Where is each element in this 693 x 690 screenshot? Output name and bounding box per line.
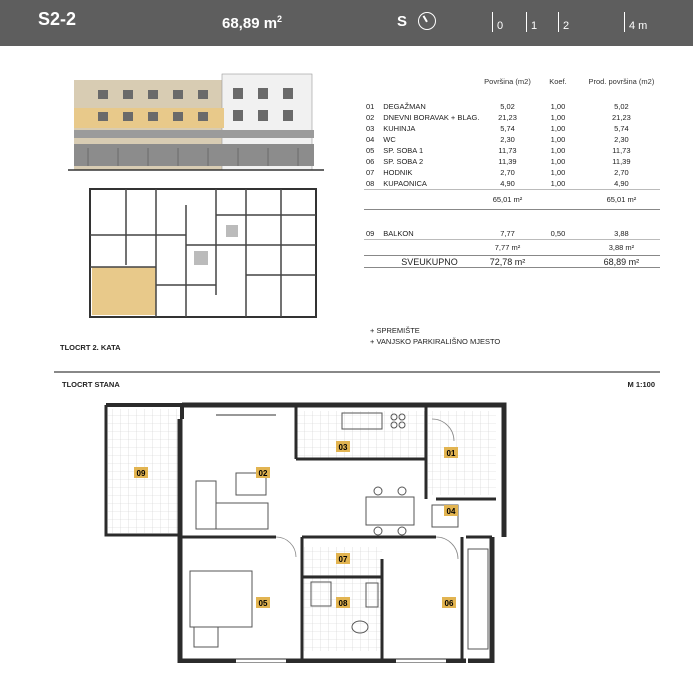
room-name: DEGAŽMAN xyxy=(383,102,426,111)
col-prod-header: Prod. površina (m2) xyxy=(588,77,655,86)
scale-mark-0: 0 xyxy=(492,12,503,32)
table-row xyxy=(364,156,660,167)
table-row xyxy=(364,145,660,156)
total-area: 72,78 m² xyxy=(482,256,533,268)
header-bar xyxy=(0,0,693,46)
scale-label: M 1:100 xyxy=(627,380,655,389)
room-area: 2,70 xyxy=(500,168,515,177)
table-row xyxy=(364,101,660,112)
room-prod: 3,88 xyxy=(583,228,660,240)
room-name: HODNIK xyxy=(383,168,413,177)
room-prod: 5,02 xyxy=(614,102,629,111)
room-koef: 1,00 xyxy=(550,102,566,111)
subtotal-row xyxy=(364,190,660,210)
room-name: KUPAONICA xyxy=(381,178,482,190)
room-prod: 4,90 xyxy=(583,178,660,190)
room-tag-05: 05 xyxy=(258,599,268,608)
compass-icon xyxy=(418,12,436,30)
apartment-area xyxy=(222,14,282,32)
room-tag-01: 01 xyxy=(446,449,456,458)
room-no: 08 xyxy=(364,178,381,190)
apartment-code: S2-2 xyxy=(38,9,77,29)
room-no: 07 xyxy=(366,168,375,177)
table-row xyxy=(364,178,660,190)
room-area: 5,02 xyxy=(500,102,515,111)
table-row xyxy=(364,167,660,178)
room-tag-04: 04 xyxy=(446,507,456,516)
room-koef: 1,00 xyxy=(533,178,583,190)
room-prod: 2,30 xyxy=(614,135,629,144)
room-no: 05 xyxy=(366,146,375,155)
balcony-row xyxy=(364,228,660,240)
orientation-label: S xyxy=(397,13,408,30)
room-area: 7,77 xyxy=(482,228,533,240)
room-koef: 0,50 xyxy=(533,228,583,240)
room-no: 03 xyxy=(366,124,375,133)
room-name: SP. SOBA 2 xyxy=(383,157,424,166)
balcony-sum-row xyxy=(364,240,660,256)
room-name: WC xyxy=(383,135,396,144)
room-area: 2,30 xyxy=(500,135,515,144)
room-name: DNEVNI BORAVAK + BLAG. xyxy=(383,113,480,122)
room-name: KUHINJA xyxy=(383,124,416,133)
room-koef: 1,00 xyxy=(550,113,566,122)
room-no: 04 xyxy=(366,135,375,144)
room-area: 5,74 xyxy=(500,124,515,133)
balcony-sum-area: 7,77 m² xyxy=(482,240,533,256)
subtotal-prod: 65,01 m² xyxy=(583,190,660,210)
table-row xyxy=(364,134,660,145)
table-row xyxy=(364,112,660,123)
room-no: 01 xyxy=(366,102,375,111)
legend-item: + SPREMIŠTE xyxy=(370,326,420,335)
room-koef: 1,00 xyxy=(550,146,566,155)
room-no: 06 xyxy=(366,157,375,166)
apartment-floor-plan xyxy=(96,399,508,663)
room-koef: 1,00 xyxy=(550,135,566,144)
room-tag-07: 07 xyxy=(338,555,348,564)
room-tag-06: 06 xyxy=(444,599,454,608)
room-name: SP. SOBA 1 xyxy=(383,146,424,155)
room-prod: 11,39 xyxy=(612,157,631,166)
area-value: 68,89 m xyxy=(222,15,278,32)
col-koef-header: Koef. xyxy=(549,77,567,86)
room-no: 02 xyxy=(366,113,375,122)
room-koef: 1,00 xyxy=(550,124,566,133)
room-prod: 2,70 xyxy=(614,168,629,177)
total-prod: 68,89 m² xyxy=(583,256,660,268)
area-table xyxy=(364,76,660,268)
total-row xyxy=(364,256,660,268)
floor-plan-thumbnail xyxy=(86,185,322,321)
room-tag-09: 09 xyxy=(136,469,146,478)
room-no: 09 xyxy=(364,228,381,240)
floor-caption: TLOCRT 2. KATA xyxy=(60,343,121,352)
room-tag-02: 02 xyxy=(258,469,268,478)
room-area: 11,39 xyxy=(498,157,517,166)
subtotal-area: 65,01 m² xyxy=(482,190,533,210)
scale-mark-2: 2 xyxy=(558,12,569,32)
area-unit-sup: 2 xyxy=(277,14,283,24)
room-prod: 5,74 xyxy=(614,124,629,133)
room-area: 4,90 xyxy=(482,178,533,190)
section-divider xyxy=(54,371,660,373)
room-prod: 21,23 xyxy=(612,113,631,122)
scale-mark-4: 4 m xyxy=(624,12,647,32)
balcony-sum-prod: 3,88 m² xyxy=(583,240,660,256)
col-area-header: Površina (m2) xyxy=(484,77,531,86)
scale-mark-1: 1 xyxy=(526,12,537,32)
room-tag-03: 03 xyxy=(338,443,348,452)
room-name: BALKON xyxy=(381,228,482,240)
room-koef: 1,00 xyxy=(550,157,566,166)
building-facade-image xyxy=(68,68,324,174)
total-label: SVEUKUPNO xyxy=(381,256,482,268)
apartment-caption: TLOCRT STANA xyxy=(62,380,120,389)
extras-legend xyxy=(370,325,500,347)
room-prod: 11,73 xyxy=(612,146,631,155)
table-row xyxy=(364,123,660,134)
room-area: 21,23 xyxy=(498,113,517,122)
room-tag-08: 08 xyxy=(338,599,348,608)
room-koef: 1,00 xyxy=(550,168,566,177)
legend-item: + VANJSKO PARKIRALIŠNO MJESTO xyxy=(370,337,501,346)
room-area: 11,73 xyxy=(498,146,517,155)
